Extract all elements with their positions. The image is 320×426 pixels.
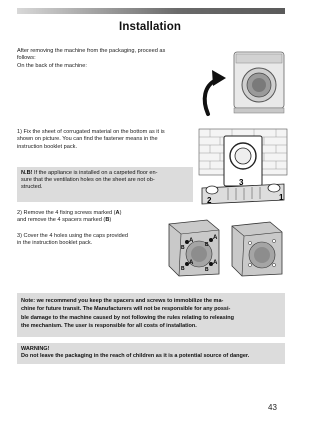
note-line: chine for future transit. The Manufacturers will not be responsible for any possi- bbox=[21, 306, 231, 313]
step-2-paragraph bbox=[17, 210, 121, 225]
intro-line: After removing the machine from the packaging, proceed as bbox=[17, 48, 166, 54]
marker-b: B bbox=[105, 217, 110, 224]
figure-label-a: A bbox=[189, 238, 194, 244]
figure-label-a: A bbox=[189, 260, 194, 266]
step-3-line: in the instruction booklet pack. bbox=[17, 240, 93, 247]
nb-line: structed. bbox=[21, 184, 43, 191]
figure-label-a: A bbox=[213, 260, 218, 266]
figure-label-b: B bbox=[205, 267, 209, 273]
page-title: Installation bbox=[119, 21, 181, 33]
note-line: Note: we recommend you keep the spacers and screws to immobilize the ma- bbox=[21, 298, 224, 304]
step-1-line: instruction booklet pack. bbox=[17, 143, 78, 150]
step-1-line: 1) Fix the sheet of corrugated material on the bottom as it is bbox=[17, 129, 165, 135]
nb-callout bbox=[17, 167, 193, 202]
step-3-paragraph bbox=[17, 233, 128, 248]
figure-label-left: 2 bbox=[207, 196, 212, 205]
nb-line: If the appliance is installed on a carpeted floor en- bbox=[32, 170, 158, 176]
note-line: ble damage to the machine caused by not following the rules relating to releasing bbox=[21, 314, 235, 321]
note-box bbox=[17, 293, 285, 337]
figure-label-a: A bbox=[213, 235, 218, 241]
figure-label-b: B bbox=[181, 245, 185, 251]
warning-text: Do not leave the packaging in the reach of children as it is a potential source of danger. bbox=[21, 353, 250, 360]
figure-label-center: 3 bbox=[239, 178, 244, 187]
intro-line: On the back of the machine: bbox=[17, 62, 87, 69]
page-number: 43 bbox=[268, 403, 277, 412]
note-line: the mechanism. The user is responsible for all costs of installation. bbox=[21, 323, 197, 330]
figure-caps-fitted bbox=[226, 220, 286, 278]
warning-title: WARNING! bbox=[21, 346, 50, 352]
intro-paragraph bbox=[17, 48, 165, 70]
step-1-line: shown on picture. You can find the fastener means in the bbox=[17, 136, 158, 143]
figure-machine-tilt bbox=[196, 48, 288, 120]
intro-line: follows: bbox=[17, 55, 36, 62]
step-1-paragraph bbox=[17, 129, 165, 151]
figure-corrugated-sheet bbox=[198, 128, 288, 208]
header-bar bbox=[17, 8, 285, 14]
step-2-line: 2) Remove the 4 fixing screws marked (A) bbox=[17, 210, 122, 216]
figure-label-b: B bbox=[205, 242, 209, 248]
marker-a: A bbox=[115, 210, 120, 216]
step-2-line: and remove the 4 spacers marked (B) bbox=[17, 217, 112, 224]
nb-line: sure that the ventilation holes on the sheet are not ob- bbox=[21, 177, 155, 184]
warning-box bbox=[17, 343, 285, 364]
step-3-line: 3) Cover the 4 holes using the caps provided bbox=[17, 233, 129, 239]
figure-label-right: 1 bbox=[279, 193, 284, 202]
figure-screws-spacers bbox=[163, 218, 223, 278]
nb-label: N.B! bbox=[21, 170, 33, 176]
figure-label-b: B bbox=[181, 266, 185, 272]
